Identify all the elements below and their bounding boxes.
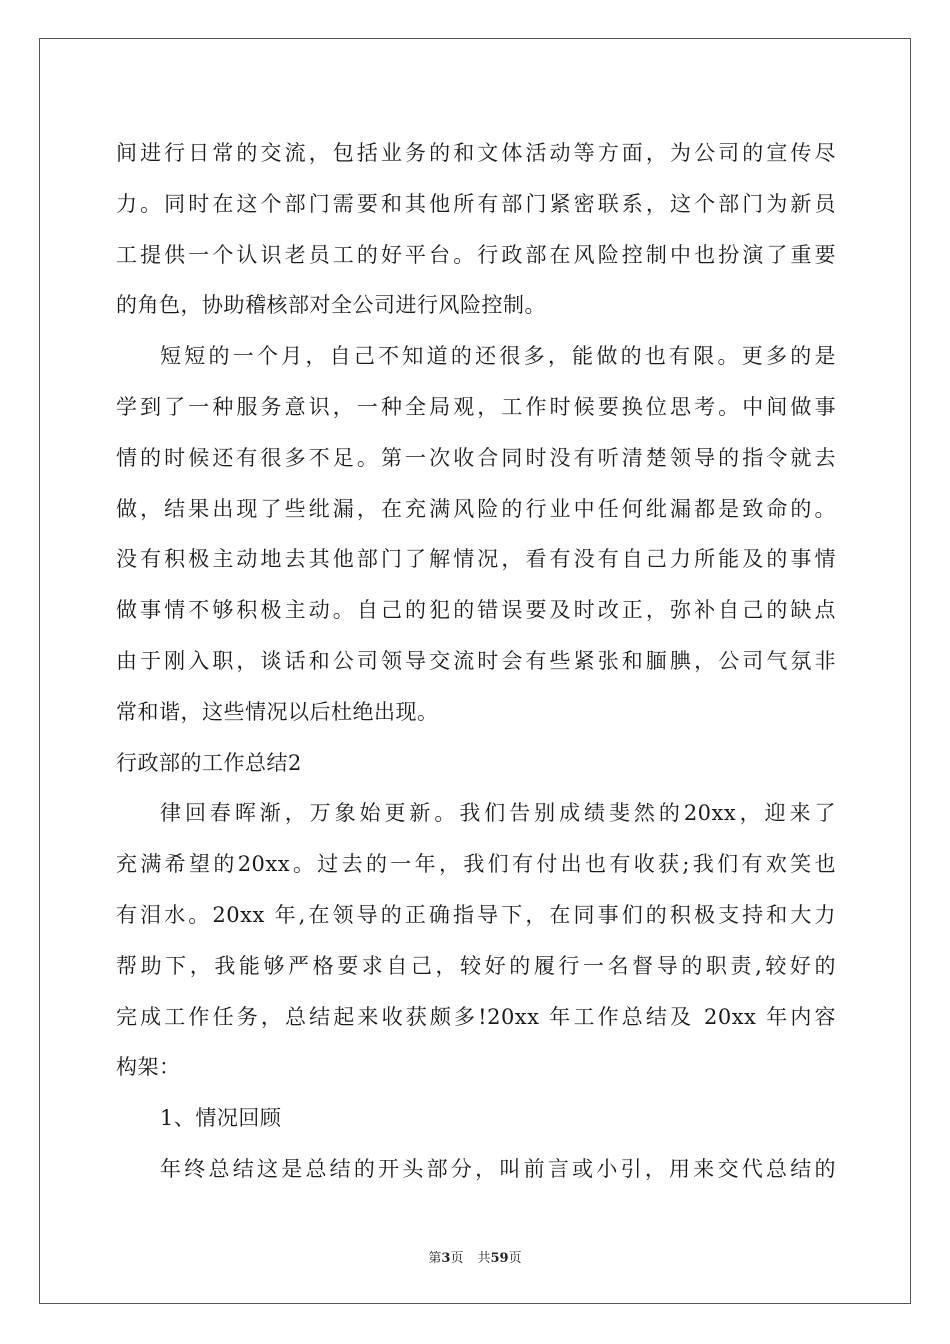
text-line: 学到了一种服务意识，一种全局观，工作时候要换位思考。中间做事 bbox=[116, 394, 836, 419]
text-line: 帮助下，我能够严格要求自己，较好的履行一名督导的职责,较好的 bbox=[116, 953, 836, 978]
text-line: 构架： bbox=[116, 1055, 181, 1080]
text-line: 间进行日常的交流，包括业务的和文体活动等方面，为公司的宣传尽 bbox=[116, 141, 836, 165]
text-line: 情的时候还有很多不足。第一次收合同时没有听清楚领导的指令就去 bbox=[116, 445, 836, 470]
text-line: 做，结果出现了些纰漏，在充满风险的行业中任何纰漏都是致命的。 bbox=[116, 496, 836, 521]
text-line: 行政部的工作总结2 bbox=[116, 750, 302, 775]
text-line: 力。同时在这个部门需要和其他所有部门紧密联系，这个部门为新员 bbox=[116, 191, 836, 216]
text-line: 做事情不够积极主动。自己的犯的错误要及时改正，弥补自己的缺点 bbox=[116, 598, 836, 623]
text-line: 1、情况回顾 bbox=[160, 1106, 282, 1131]
total-pages: 59 bbox=[490, 1251, 509, 1266]
text-line: 工提供一个认识老员工的好平台。行政部在风险控制中也扮演了重要 bbox=[116, 242, 836, 267]
text-line: 年终总结这是总结的开头部分，叫前言或小引，用来交代总结的 bbox=[160, 1156, 836, 1181]
total-suffix: 页 bbox=[508, 1251, 522, 1266]
text-line: 常和谐，这些情况以后杜绝出现。 bbox=[116, 699, 439, 724]
text-line: 律回春晖渐，万象始更新。我们告别成绩斐然的20xx，迎来了 bbox=[160, 801, 836, 826]
text-line: 的角色，协助稽核部对全公司进行风险控制。 bbox=[116, 293, 546, 318]
page-footer bbox=[0, 1247, 950, 1266]
total-prefix: 共 bbox=[477, 1251, 491, 1266]
page-number: 3 bbox=[441, 1251, 451, 1266]
text-line: 短短的一个月，自己不知道的还很多，能做的也有限。更多的是 bbox=[160, 344, 836, 369]
text-line: 充满希望的20xx。过去的一年，我们有付出也有收获;我们有欢笑也 bbox=[116, 852, 836, 877]
page-prefix: 第 bbox=[428, 1251, 442, 1266]
text-line: 没有积极主动地去其他部门了解情况，看有没有自己力所能及的事情 bbox=[116, 547, 836, 572]
document-body bbox=[116, 128, 836, 1195]
page-suffix: 页 bbox=[450, 1251, 464, 1266]
text-line: 完成工作任务，总结起来收获颇多!20xx 年工作总结及 20xx 年内容 bbox=[116, 1004, 836, 1029]
text-line: 由于刚入职，谈话和公司领导交流时会有些紧张和腼腆，公司气氛非 bbox=[116, 648, 836, 673]
text-line: 有泪水。20xx 年,在领导的正确指导下，在同事们的积极支持和大力 bbox=[116, 902, 836, 927]
